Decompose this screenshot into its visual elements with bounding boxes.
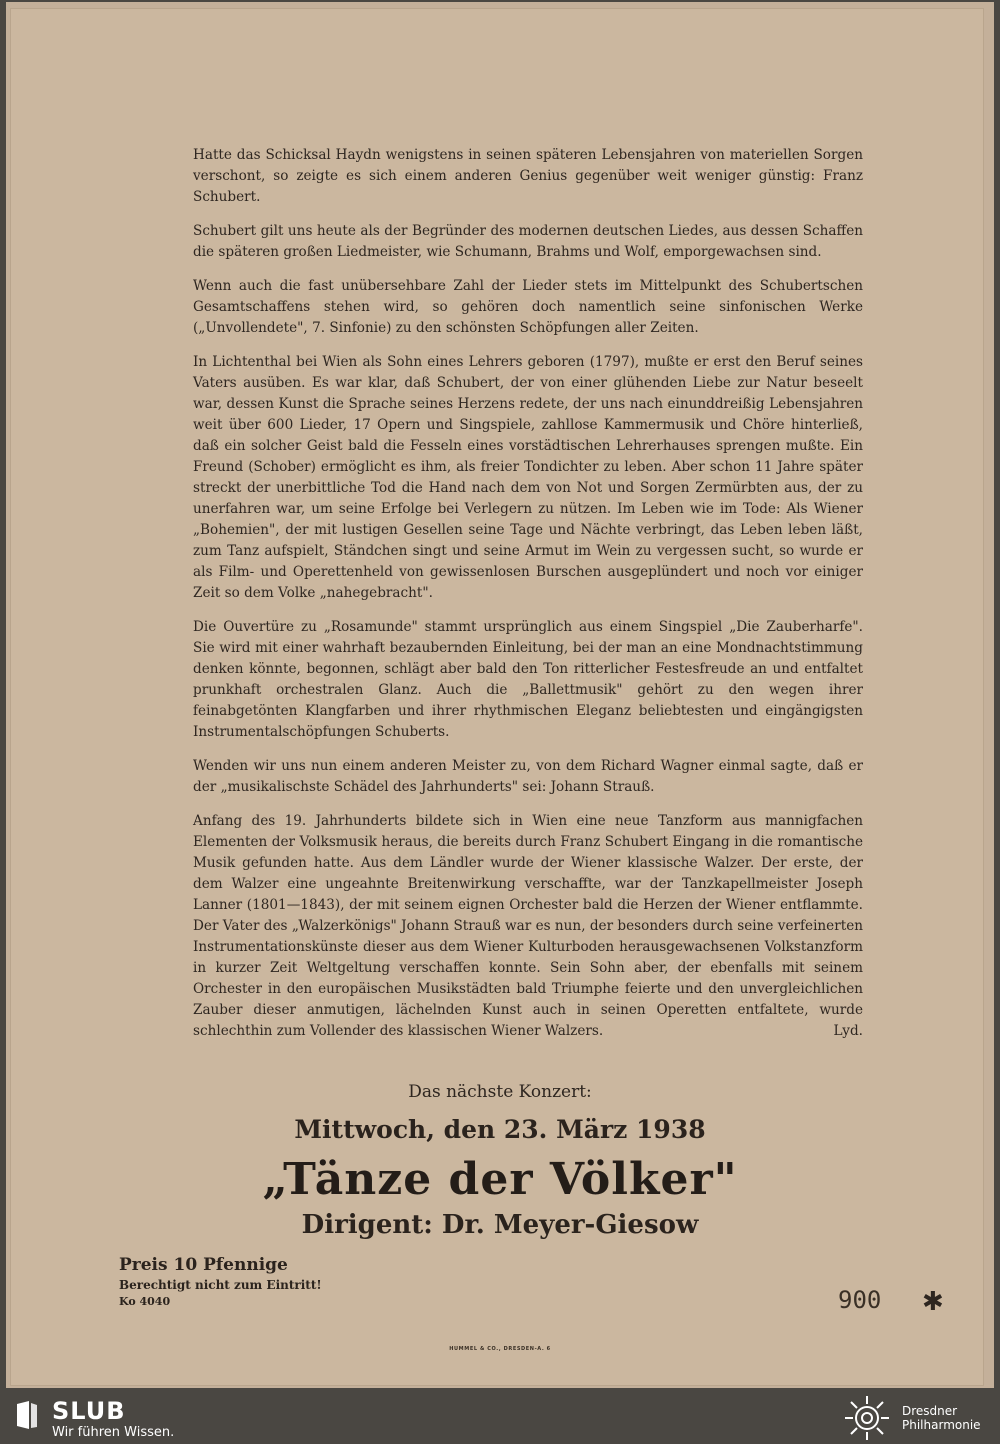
philharmonie-logo-icon [842, 1395, 892, 1441]
star-icon: ✱ [922, 1287, 944, 1317]
philharmonie-line1: Dresdner [902, 1404, 958, 1418]
next-concert-label: Das nächste Konzert: [408, 1082, 592, 1102]
next-concert-conductor: Dirigent: Dr. Meyer-Giesow [301, 1210, 699, 1240]
philharmonie-name [902, 1404, 981, 1432]
slub-logo-icon [14, 1400, 40, 1430]
price-block [119, 1254, 322, 1310]
footer-bar [0, 1392, 1000, 1444]
program-notes [193, 145, 863, 1055]
philharmonie-line2: Philharmonie [902, 1418, 981, 1432]
price-label: Preis 10 Pfennige [119, 1255, 288, 1275]
paragraph-strauss-intro: Wenden wir uns nun einem anderen Meister zu, von dem Richard Wagner einmal sagte, daß er der „musikalischste Schädel des Jahrhunderts" sei: Johann Strauß. [193, 758, 863, 795]
printer-imprint: HUMMEL & CO., DRESDEN-A. 6 [449, 1346, 551, 1352]
next-concert-date: Mittwoch, den 23. März 1938 [294, 1115, 706, 1144]
print-code: Ko 4040 [119, 1295, 171, 1308]
next-concert-title: „Tänze der Völker" [262, 1154, 738, 1205]
walzer-text: Anfang des 19. Jahrhunderts bildete sich in Wien eine neue Tanzform aus mannigfachen Elementen der Volksmusik heraus, die bereits durch Franz Schubert Eingang in die romantische Musik gefunden hatte. Aus dem Ländler wurde der Wiener klassische Walzer. Der erste, der dem Walzer eine ungeahnte Breitenwirkung verschaffte, war der Tanzkapellmeister Joseph Lanner (1801—1843), der mit seinem eignen Orchester bald die Herzen der Wiener entflammte. Der Vater des „Walzerkönigs" Johann Strauß war es nun, der besonders durch seine verfeinerten Instrumentationskünste dieser aus dem Wiener Kulturboden herausgewachsenen Volkstanzform in kurzer Zeit Weltgeltung verschaffen konnte. Sein Sohn aber, der ebenfalls mit seinem Orchester in den europäischen Musikstädten bald Triumphe feierte und den unvergleichlichen Zauber dieser anmutigen, lächelnden Kunst auch in seinen Operetten entfaltete, wurde schlechthin zum Vollender des klassischen Wiener Walzers. [193, 813, 863, 1039]
price-note: Berechtigt nicht zum Eintritt! [119, 1278, 322, 1292]
paragraph-biography: In Lichtenthal bei Wien als Sohn eines Lehrers geboren (1797), mußte er erst den Beruf seines Vaters ausüben. Es war klar, daß Schubert, der von einer glühenden Liebe zur Natur beseelt war, dessen Kunst die Sprache seines Herzens redete, der uns nach einunddreißig Lebensjahren weit über 600 Lieder, 17 Opern und Singspiele, zahllose Kammermusik und Chöre hinterließ, daß ein solcher Geist bald die Fesseln eines vorstädtischen Lehrerhauses sprengen mußte. Ein Freund (Schober) ermöglicht es ihm, als freier Tondichter zu leben. Aber schon 11 Jahre später streckt der unerbittliche Tod die Hand nach dem von Not und Sorgen Zermürbten aus, der zu unerfahren war, um seine Erfolge bei Verlegern zu nützen. Im Leben wie im Tode: Als Wiener „Bohemien", der mit lustigen Gesellen seine Tage und Nächte verbringt, das Leben leben läßt, zum Tanz aufspielt, Ständchen singt und seine Armut im Wein zu vergessen sucht, so wurde er als Film- und Operettenheld von gewissenlosen Burschen ausgeplündert und noch vor einiger Zeit so dem Volke „nahegebracht". [193, 354, 863, 601]
paragraph-schubert-lied: Schubert gilt uns heute als der Begründer des modernen deutschen Liedes, aus dessen Schaffen die späteren großen Liedmeister, wie Schumann, Brahms und Wolf, emporgewachsen sind. [193, 223, 863, 260]
serial-number: 900 [838, 1286, 882, 1314]
paragraph-walzer [193, 811, 863, 1042]
paragraph-haydn: Hatte das Schicksal Haydn wenigstens in seinen späteren Lebensjahren von materiellen Sorgen verschont, so zeigte es sich einem anderen Genius gegenüber weit weniger günstig: Franz Schubert. [193, 147, 863, 205]
slub-tagline: Wir führen Wissen. [52, 1425, 175, 1440]
paragraph-sinfonie: Wenn auch die fast unübersehbare Zahl der Lieder stets im Mittelpunkt des Schubertschen Gesamtschaffens stehen wird, so gehören doch namentlich seine sinfonischen Werke („Unvollendete", 7. Sinfonie) zu den schönsten Schöpfungen aller Zeiten. [193, 278, 863, 336]
slub-name: SLUB [52, 1397, 126, 1425]
signature: Lyd. [833, 1023, 863, 1039]
paragraph-rosamunde: Die Ouvertüre zu „Rosamunde" stammt ursprünglich aus einem Singspiel „Die Zauberharfe". Sie wird mit einer wahrhaft bezaubernden Einleitung, bei der man an eine Mondnachtstimmung denken könnte, begonnen, schlägt aber bald den Ton ritterlicher Festesfreude an und entfaltet prunkhaft orchestralen Glanz. Auch die „Ballettmusik" gehört zu den wegen ihrer feinabgetönten Klangfarben und ihrer rhythmischen Eleganz beliebtesten und eingängigsten Instrumentalschöpfungen Schuberts. [193, 619, 863, 740]
